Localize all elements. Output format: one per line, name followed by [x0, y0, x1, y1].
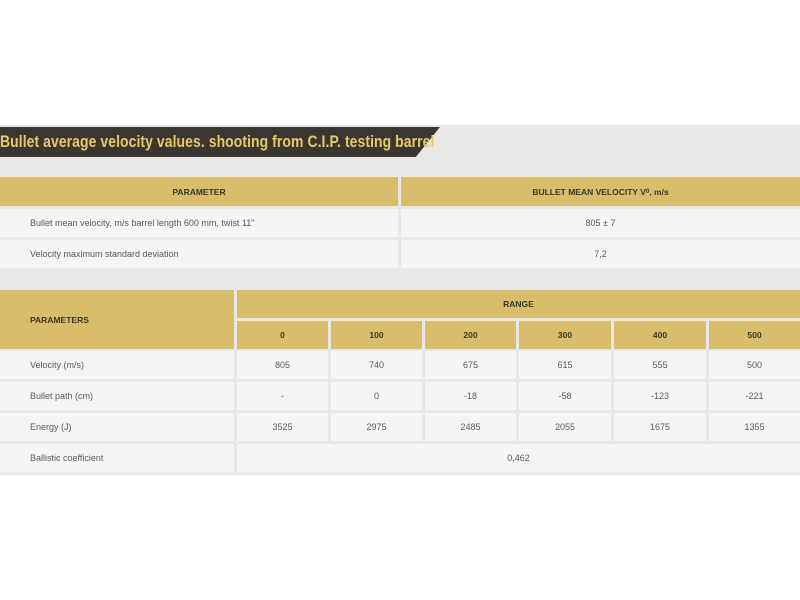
velocity-cell: 555 [614, 351, 706, 379]
header-distance-200: 200 [425, 321, 516, 349]
header-distance-100: 100 [331, 321, 422, 349]
header-distance-300: 300 [519, 321, 611, 349]
bullet-path-cell: -58 [519, 382, 611, 410]
header-parameters: PARAMETERS [0, 290, 234, 349]
energy-cell: 3525 [237, 413, 328, 441]
velocity-cell: 740 [331, 351, 422, 379]
velocity-cell: 500 [709, 351, 800, 379]
bullet-path-cell: - [237, 382, 328, 410]
header-velocity-unit: , m/s [649, 186, 669, 197]
row-label-ballistic-coefficient: Ballistic coefficient [0, 444, 234, 472]
energy-cell: 1675 [614, 413, 706, 441]
row-label-velocity: Velocity (m/s) [0, 351, 234, 379]
header-distance-400: 400 [614, 321, 706, 349]
velocity-cell: 805 [237, 351, 328, 379]
bullet-path-cell: 0 [331, 382, 422, 410]
ballistic-coefficient-value: 0.462 [237, 444, 800, 472]
header-distance-0: 0 [237, 321, 328, 349]
header-parameter: PARAMETER [0, 177, 398, 206]
bullet-path-cell: -123 [614, 382, 706, 410]
row-value-mean-velocity: 805 ± 7 [401, 209, 800, 237]
row-label-bullet-path: Bullet path (cm) [0, 382, 234, 410]
row-label-std-deviation: Velocity maximum standard deviation [0, 240, 398, 268]
velocity-cell: 675 [425, 351, 516, 379]
bullet-path-cell: -18 [425, 382, 516, 410]
row-label-energy: Energy (J) [0, 413, 234, 441]
energy-cell: 2485 [425, 413, 516, 441]
energy-cell: 1355 [709, 413, 800, 441]
energy-cell: 2975 [331, 413, 422, 441]
row-label-mean-velocity: Bullet mean velocity, m/s barrel length 600 mm, twist 11" [0, 209, 398, 237]
energy-cell: 2055 [519, 413, 611, 441]
header-distance-500: 500 [709, 321, 800, 349]
header-velocity-label: BULLET MEAN VELOCITY V [532, 186, 646, 197]
page-title: Bullet average velocity values. shooting from C.I.P. testing barrel [0, 132, 435, 151]
bullet-path-cell: -221 [709, 382, 800, 410]
header-bullet-mean-velocity [401, 177, 800, 206]
velocity-cell: 615 [519, 351, 611, 379]
header-range: RANGE [237, 290, 800, 318]
header-velocity-subscript: 0 [645, 188, 650, 195]
row-value-std-deviation: 7,2 [401, 240, 800, 268]
